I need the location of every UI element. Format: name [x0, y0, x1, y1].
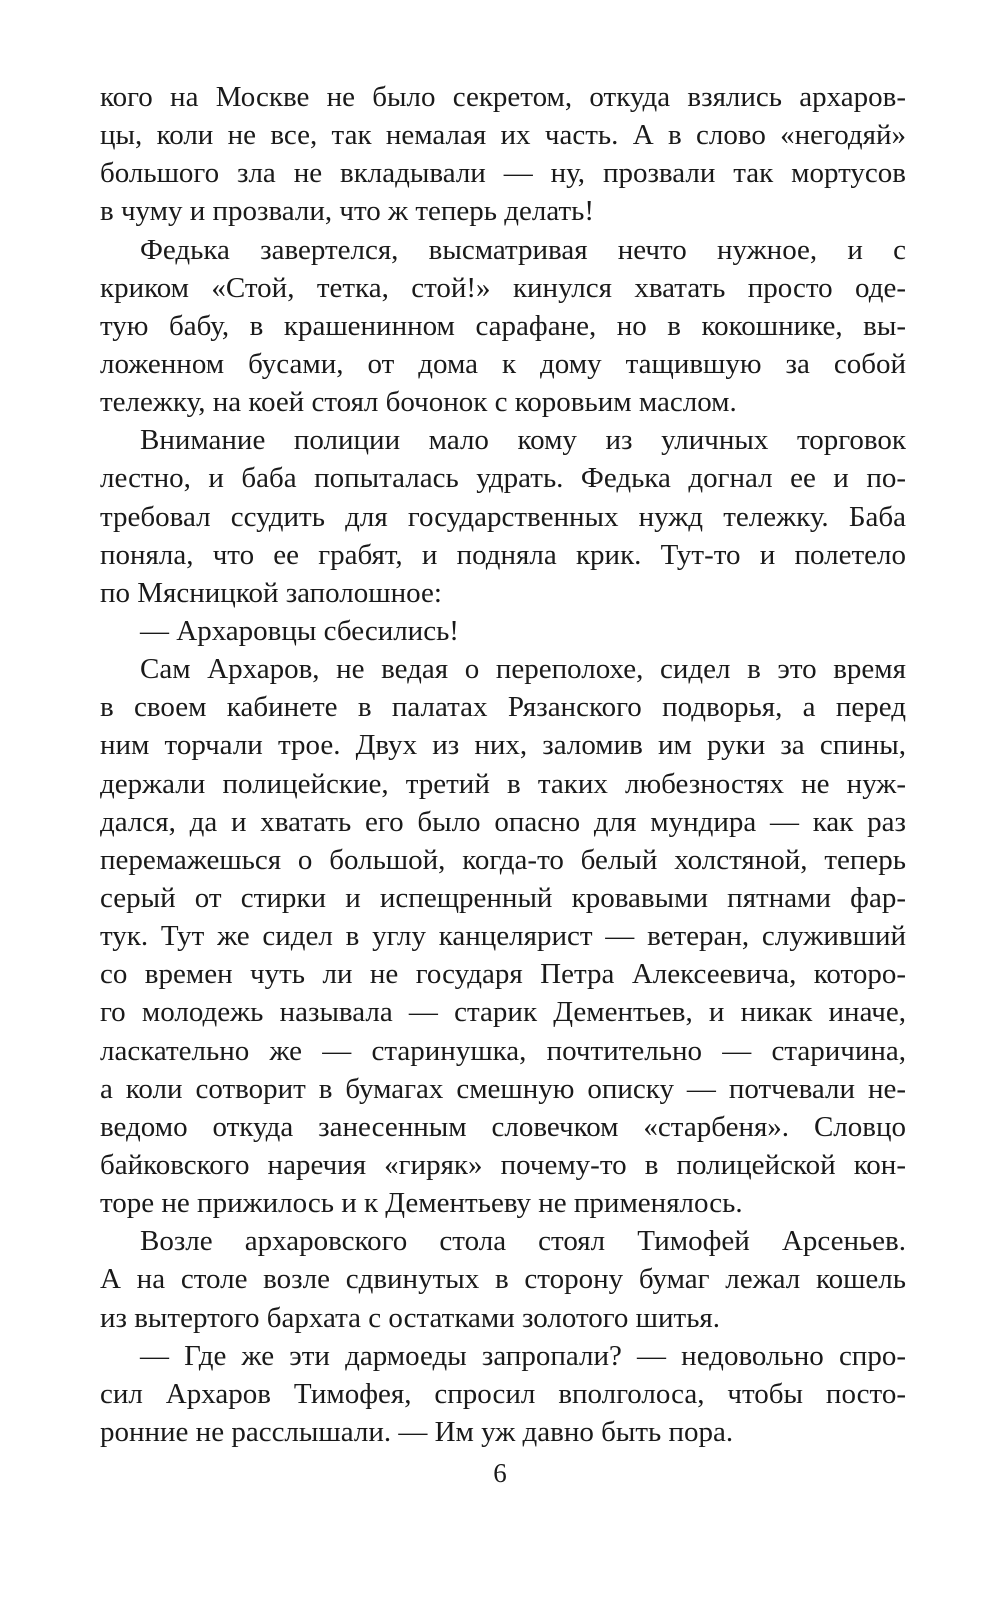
- text-line: криком «Стой, тетка, стой!» кинулся хватать просто оде-: [100, 271, 906, 304]
- text-line: — Где же эти дармоеды запропали? — недовольно спро-: [140, 1339, 906, 1372]
- text-line: Федька завертелся, высматривая нечто нужное, и с: [140, 233, 906, 266]
- text-line: большого зла не вкладывали — ну, прозвали так мортусов: [100, 157, 906, 190]
- text-line: дался, да и хватать его было опасно для мундира — как раз: [100, 805, 906, 838]
- text-line: — Архаровцы сбесились!: [140, 614, 459, 647]
- text-line: ронние не расслышали. — Им уж давно быть пора.: [100, 1415, 734, 1448]
- text-line: ласкательно же — старинушка, почтительно — старичина,: [100, 1034, 906, 1067]
- page-number: 6: [493, 1458, 507, 1488]
- text-line: торе не прижилось и к Дементьеву не применялось.: [100, 1187, 743, 1220]
- text-line: из вытертого бархата с остатками золотого шитья.: [100, 1301, 721, 1334]
- text-line: байковского наречия «гиряк» почему-то в полицейской кон-: [100, 1148, 906, 1181]
- text-line: ним торчали трое. Двух из них, заломив им руки за спины,: [100, 729, 906, 762]
- text-line: тук. Тут же сидел в углу канцелярист — ветеран, служивший: [100, 920, 906, 953]
- text-line: Внимание полиции мало кому из уличных торговок: [140, 424, 906, 457]
- page-text: [100, 78, 906, 1451]
- text-line: а коли сотворит в бумагах смешную описку — потчевали не-: [100, 1072, 906, 1105]
- text-line: требовал ссудить для государственных нужд тележку. Баба: [100, 500, 906, 533]
- text-line: сил Архаров Тимофея, спросил вполголоса, чтобы посто-: [100, 1377, 906, 1410]
- text-line: ложенном бусами, от дома к дому тащившую за собой: [100, 347, 906, 380]
- text-line: кого на Москве не было секретом, откуда взялись архаров-: [100, 81, 906, 113]
- text-line: в чуму и прозвали, что ж теперь делать!: [100, 195, 595, 228]
- text-line: серый от стирки и испещренный кровавыми пятнами фар-: [100, 881, 906, 914]
- text-line: А на столе возле сдвинутых в сторону бумаг лежал кошель: [100, 1263, 906, 1296]
- text-line: цы, коли не все, так немалая их часть. А в слово «негодяй»: [100, 119, 906, 152]
- text-line: ведомо откуда занесенным словечком «старбеня». Словцо: [100, 1110, 906, 1143]
- text-line: поняла, что ее грабят, и подняла крик. Тут-то и полетело: [100, 538, 906, 571]
- text-line: по Мясницкой заполошное:: [100, 576, 442, 609]
- text-line: в своем кабинете в палатах Рязанского подворья, а перед: [100, 691, 906, 724]
- text-line: Возле архаровского стола стоял Тимофей Арсеньев.: [140, 1225, 906, 1258]
- text-line: Сам Архаров, не ведая о переполохе, сидел в это время: [140, 653, 906, 686]
- text-line: со времен чуть ли не государя Петра Алексеевича, которо-: [100, 958, 906, 991]
- text-line: лестно, и баба попыталась удрать. Федька догнал ее и по-: [100, 462, 906, 495]
- text-line: перемажешься о большой, когда-то белый холстяной, теперь: [100, 843, 906, 876]
- text-line: тую бабу, в крашенинном сарафане, но в кокошнике, вы-: [100, 309, 906, 342]
- text-line: держали полицейские, третий в таких любезностях не нуж-: [100, 767, 906, 800]
- text-line: го молодежь называла — старик Дементьев, и никак иначе,: [100, 996, 906, 1029]
- text-line: тележку, на коей стоял бочонок с коровьим маслом.: [100, 386, 737, 419]
